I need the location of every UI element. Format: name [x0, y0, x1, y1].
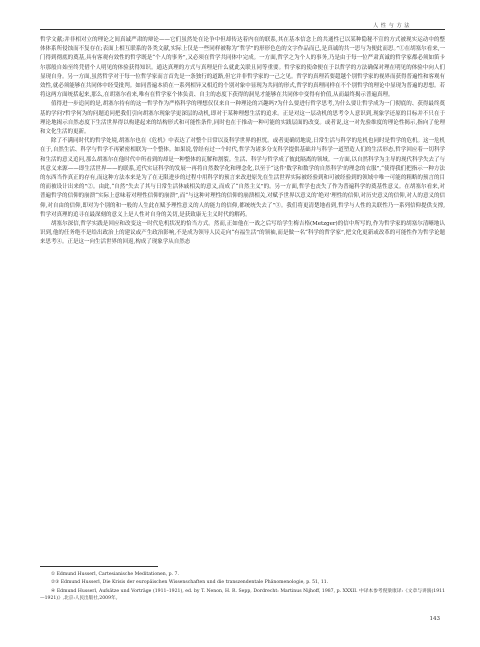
header-rule: [40, 29, 445, 30]
footnote-2: ②③ Edmund Husserl, Die Krisis der europäischen Wissenschaften und die transzendentale Phänomenologie, p. 51, 11.: [51, 580, 329, 586]
paragraph-2: 值得进一步追问的是,胡塞尔持有的这一哲学作为严格科学的理想仅仅来自一种理论的兴趣吗?为什么要进行哲学思考,为什么要让哲学成为一门彻底的、获得最终奠基的学问?哲学何为的问题追问把我们引向胡塞尔现象学更深层的动机,即对于某种理想生活的追求。正是对这一层动机的思考令人意识到,现象学还原的目标并不只在于理论地揭示自然态度下生活世界得以构建起来的结构形式和可能性条件,同时也在于推动一种可能的实践层面的改变。或者说,这一对先验维度的理论性揭示,指向了伦理和文化生活的更新。: [40, 101, 445, 136]
page-number: 143: [429, 616, 440, 622]
paragraph-1: 哲学文献;并非相对立的理论之间真诚严肃的辩论——它们虽然处在论争中但却传达着内在的联系,其在基本信念上的共通性已以某种隐秘不宣的方式被现实运动中的整体体系所侵蚀而不复存在;表面上相互联系的各类文献,实际上仅是一些同样被称为“哲学”的形形色色的文字作品而已,是真诚的共一思与为便此而思。”①在胡塞尔看来,一门得到彻底的奠基,具有客观有效性的哲学既是“个人的事务”,又必须在哲学共同体中完成。一方面,哲学之为个人的事务,乃是由于每一位严肃真诚的哲学家都必须如笛卡尔那般自始至终凭借个人明见的体验获得知识。通达真理的方式与真理是什么就此关联且同等重要。哲学家的使命便在于以哲学的方法确保对理在明见的体验中向人们显现自身。另一方面,虽然哲学对于每一位哲学家而言首先是一条独行的道路,但它并非哲学家的一己之见。哲学的真理若要超越个别哲学家的视界而获得普遍性和客观有效性,就必须能够在共同体中经受批判。如同普遍本质在一系列相异又相近的个别对象中显现为共同的形式,哲学的真理同样在不个别哲学的理论中显现为普遍的思想。若将这两方面统括起来,那么,在胡塞尔看来,唯有在哲学家个体负责、自主的态度下获得的洞见才能够在共同体中变得有价值,从而最终揭示普遍真理。: [40, 37, 446, 99]
footnote-3: ④ Edmund Husserl, Aufsätze und Vorträge (1911–1921), ed. by T. Nenon, H. R. Sepp, Dordrecht: Martinus Nijhoff, 1987, p. XXXII. 中译本参考倪梁康译:《文章与讲演(1911—1921)》,北京:人民出版社,2009年。: [40, 588, 445, 602]
paragraph-4: 胡塞尔深信,哲学实践是回应和改变这一时代危机状况的恰当方式。然而,正如他在一战之后写给学生梅吉格(Metzger)的信中所写的,作为哲学家的胡塞尔清晰地认识到,他的任务绝不是给出政治上的建议或产生政治影响,不是成为领导人民走向“有福生活”的领袖,而是做一名“科学的哲学家”,把文化更新或改革的可能性作为哲学论题来思考④。正是这一向生活世界的回返,构成了现象学从自然态: [40, 221, 445, 246]
body-text: [40, 36, 445, 248]
paragraph-3: 除了不满同时代的哲学处境,胡塞尔也在《危机》中表达了对整个日常以及科学世界的担忧。或者更确切地说,日常生活与科学的危机也同时是哲学的危机。这一危机在于,自然生活、科学与哲学不再紧密相联为一个整体。如果说,曾经有过一个时代,哲学为诸多分支科学提供基础并与科学一道塑造人们的生活形态,哲学回应着一切科学和生活的意义追问,那么胡塞尔在他时代中所看到的却是一种整体的瓦解和割裂。生活、科学与哲学成了彼此隔离的领域。一方面,以自然科学为主导的现代科学失去了与其意义来源——即生活世界——的联系,近代实证科学的发展一再将自然数学化和理念化,以至于“这件'数学和数学的自然科学'的理念的衣服”,“使得我们把指示一种方法的东西当作真正的存有,而这种方法本来是为了在无限进步的过程中用科学的预言来改进原先在生活世界实际被经验到和可被经验到的领域中唯一可能的粗略的预言的目的而被设计出来的”②。由此,“自然”失去了其与日常生活休戚相关的意义,而成了“自然主义”的。另一方面,哲学也丧失了作为普遍科学的奠基性意义。在胡塞尔看来,对普遍哲学的信仰的崩溃“实际上意味着对理性信仰的崩溃”,而“与这种对理性的信仰的崩溃相关,对赋予世界以意义的‘绝对’理性的信仰,对历史意义的信仰,对人的意义的信仰,对自由的信仰,即对为个别的和一般的人生此在赋予理性意义的人的能力的信仰,都统统失去了”③。我们将更清楚地看到,哲学与人性的关联性乃一系列信仰提供支撑,哲学对真理的追寻在最深刻的意义上是人性对自身的关切,是获致康无主义时代的解药。: [40, 138, 446, 218]
footnote-rule: [40, 566, 158, 567]
footnotes: [40, 566, 445, 604]
running-head: 人 性 与 方 法: [372, 23, 410, 29]
footnote-1: ① Edmund Husserl, Cartesianische Meditationen, p. 7.: [51, 572, 179, 577]
